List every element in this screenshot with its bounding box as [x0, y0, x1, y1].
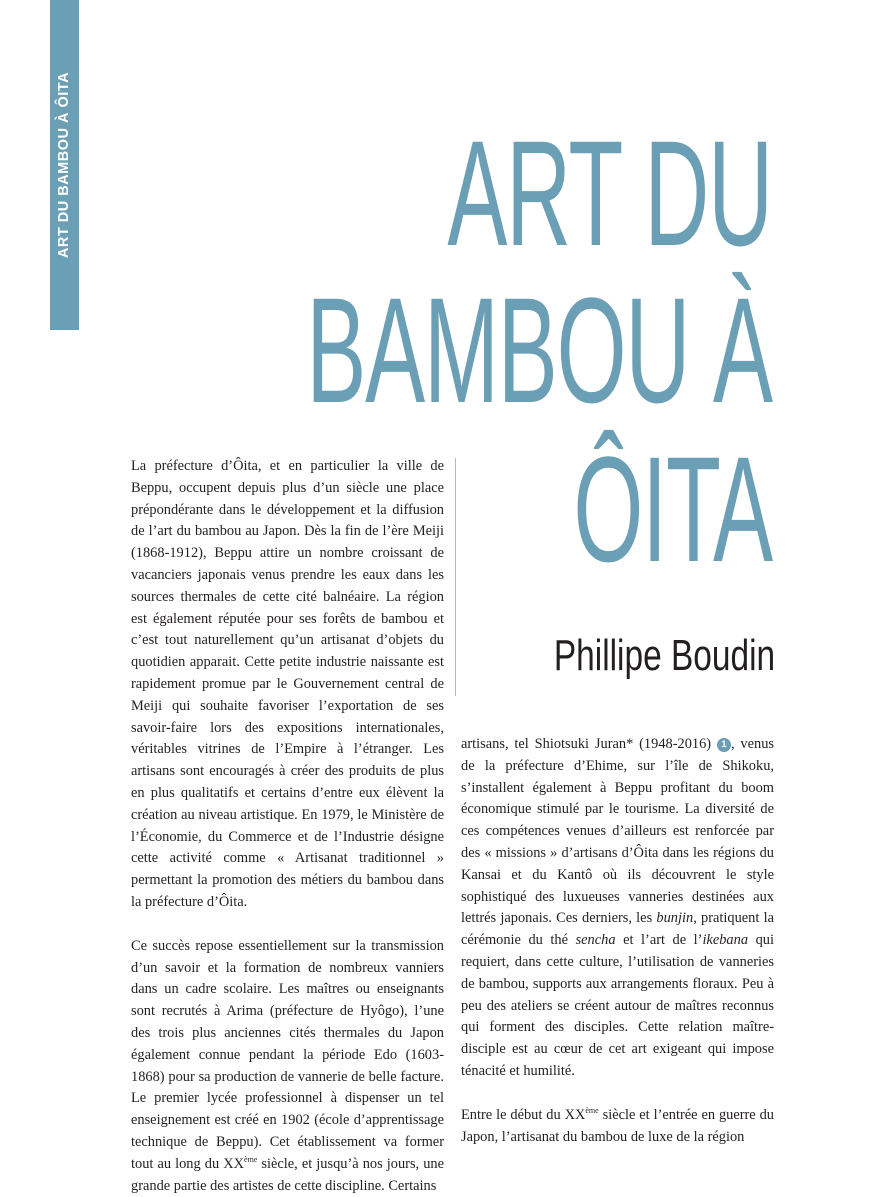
author-name: Phillipe Boudin: [553, 631, 775, 680]
text-run: siècle, et jusqu’à nos jours, une grande partie des artistes de cette discipline. Certains: [131, 1155, 445, 1194]
paragraph: [131, 936, 444, 1197]
article-column-2: [461, 734, 775, 1145]
figure-reference-badge[interactable]: 1: [717, 738, 731, 752]
column-divider: [455, 458, 456, 696]
text-run: qui requiert, dans cette culture, l’utilisation de vanneries de bambou, supports aux arrangements floraux. Peu à peu des ateliers se créent autour de maîtres reconnus qui forment des disciples. Cette relation maître-disciple est au cœur de cet art exigeant qui impose ténacité et humilité.: [461, 932, 774, 1079]
title-line-2: BAMBOU À: [306, 266, 772, 434]
superscript: ème: [244, 1154, 258, 1164]
text-run: , pratiquent la cérémonie du thé: [461, 910, 774, 949]
text-run: et l’art de l’: [615, 932, 703, 949]
text-run: artisans, tel Shiotsuki Juran* (1948-2016): [461, 736, 717, 752]
paragraph: [461, 1105, 774, 1149]
paragraph: La préfecture d’Ôita, et en particulier la ville de Beppu, occupent depuis plus d’un siècle une place prépondérante dans le développement et la diffusion de l’art du bambou au Japon. Dès la fin de l’ère Meiji (1868-1912), Beppu attire un nombre croissant de vacanciers japonais venus prendre les eaux dans les sources thermales de cette cité balnéaire. La région est également réputée pour ses forêts de bambou et c’est tout naturellement qu’un artisanat d’objets du quotidien apparait. Cette petite industrie naissante est rapidement promue par le Gouvernement central de Meiji qui souhaite favoriser l’exportation de ses savoir-faire lors des expositions internationales, véritables vitrines de l’Empire à l’étranger. Les artisans sont encouragés à créer des produits de plus en plus qualitatifs et certains d’entre eux élèvent la création au niveau artistique. En 1979, le Ministère de l’Économie, du Commerce et de l’Industrie désigne cette activité comme « Artisanat traditionnel » permettant la promotion des métiers du bambou dans la préfecture d’Ôita.: [131, 458, 444, 910]
title-line-1: ART DU: [447, 109, 772, 277]
text-run: Entre le début du XX: [461, 1106, 586, 1123]
superscript: ème: [585, 1105, 599, 1115]
article-column-1: [131, 456, 445, 1194]
text-run: , venus de la préfecture d’Ehime, sur l’île de Shikoku, s’installent également à Beppu profitant du boom économique stimulé par le tourisme. La diversité de ces compétences venues d’ailleurs est renforcée par des « missions » d’artisans d’Ôita dans les régions du Kansai et du Kantô où ils découvrent le style sophistiqué des luxueuses vanneries destinées aux lettrés japonais. Ces derniers, les: [461, 736, 774, 927]
text-run: siècle et l’entrée en guerre du Japon, l’artisanat du bambou de luxe de la région: [461, 1106, 775, 1145]
italic-term: sencha: [575, 932, 616, 949]
title-line-3: ÔITA: [573, 425, 772, 593]
section-tab: [50, 0, 79, 330]
section-tab-label: ART DU BAMBOU À ÔITA: [56, 71, 73, 259]
paragraph: [461, 734, 774, 1083]
italic-term: bunjin: [656, 910, 694, 927]
text-run: Ce succès repose essentiellement sur la transmission d’un savoir et la formation de nombreux vanniers dans un cadre scolaire. Les maîtres ou enseignants sont recrutés à Arima (préfecture de Hyôgo), l’une des trois plus anciennes cités thermales du Japon également connue pendant la période Edo (1603-1868) pour sa production de vannerie de belle facture. Le premier lycée professionnel à dispenser un tel enseignement est créé en 1902 (école d’apprentissage technique de Beppu). Cet établissement va former tout au long du XX: [131, 937, 444, 1172]
italic-term: ikebana: [702, 932, 749, 949]
